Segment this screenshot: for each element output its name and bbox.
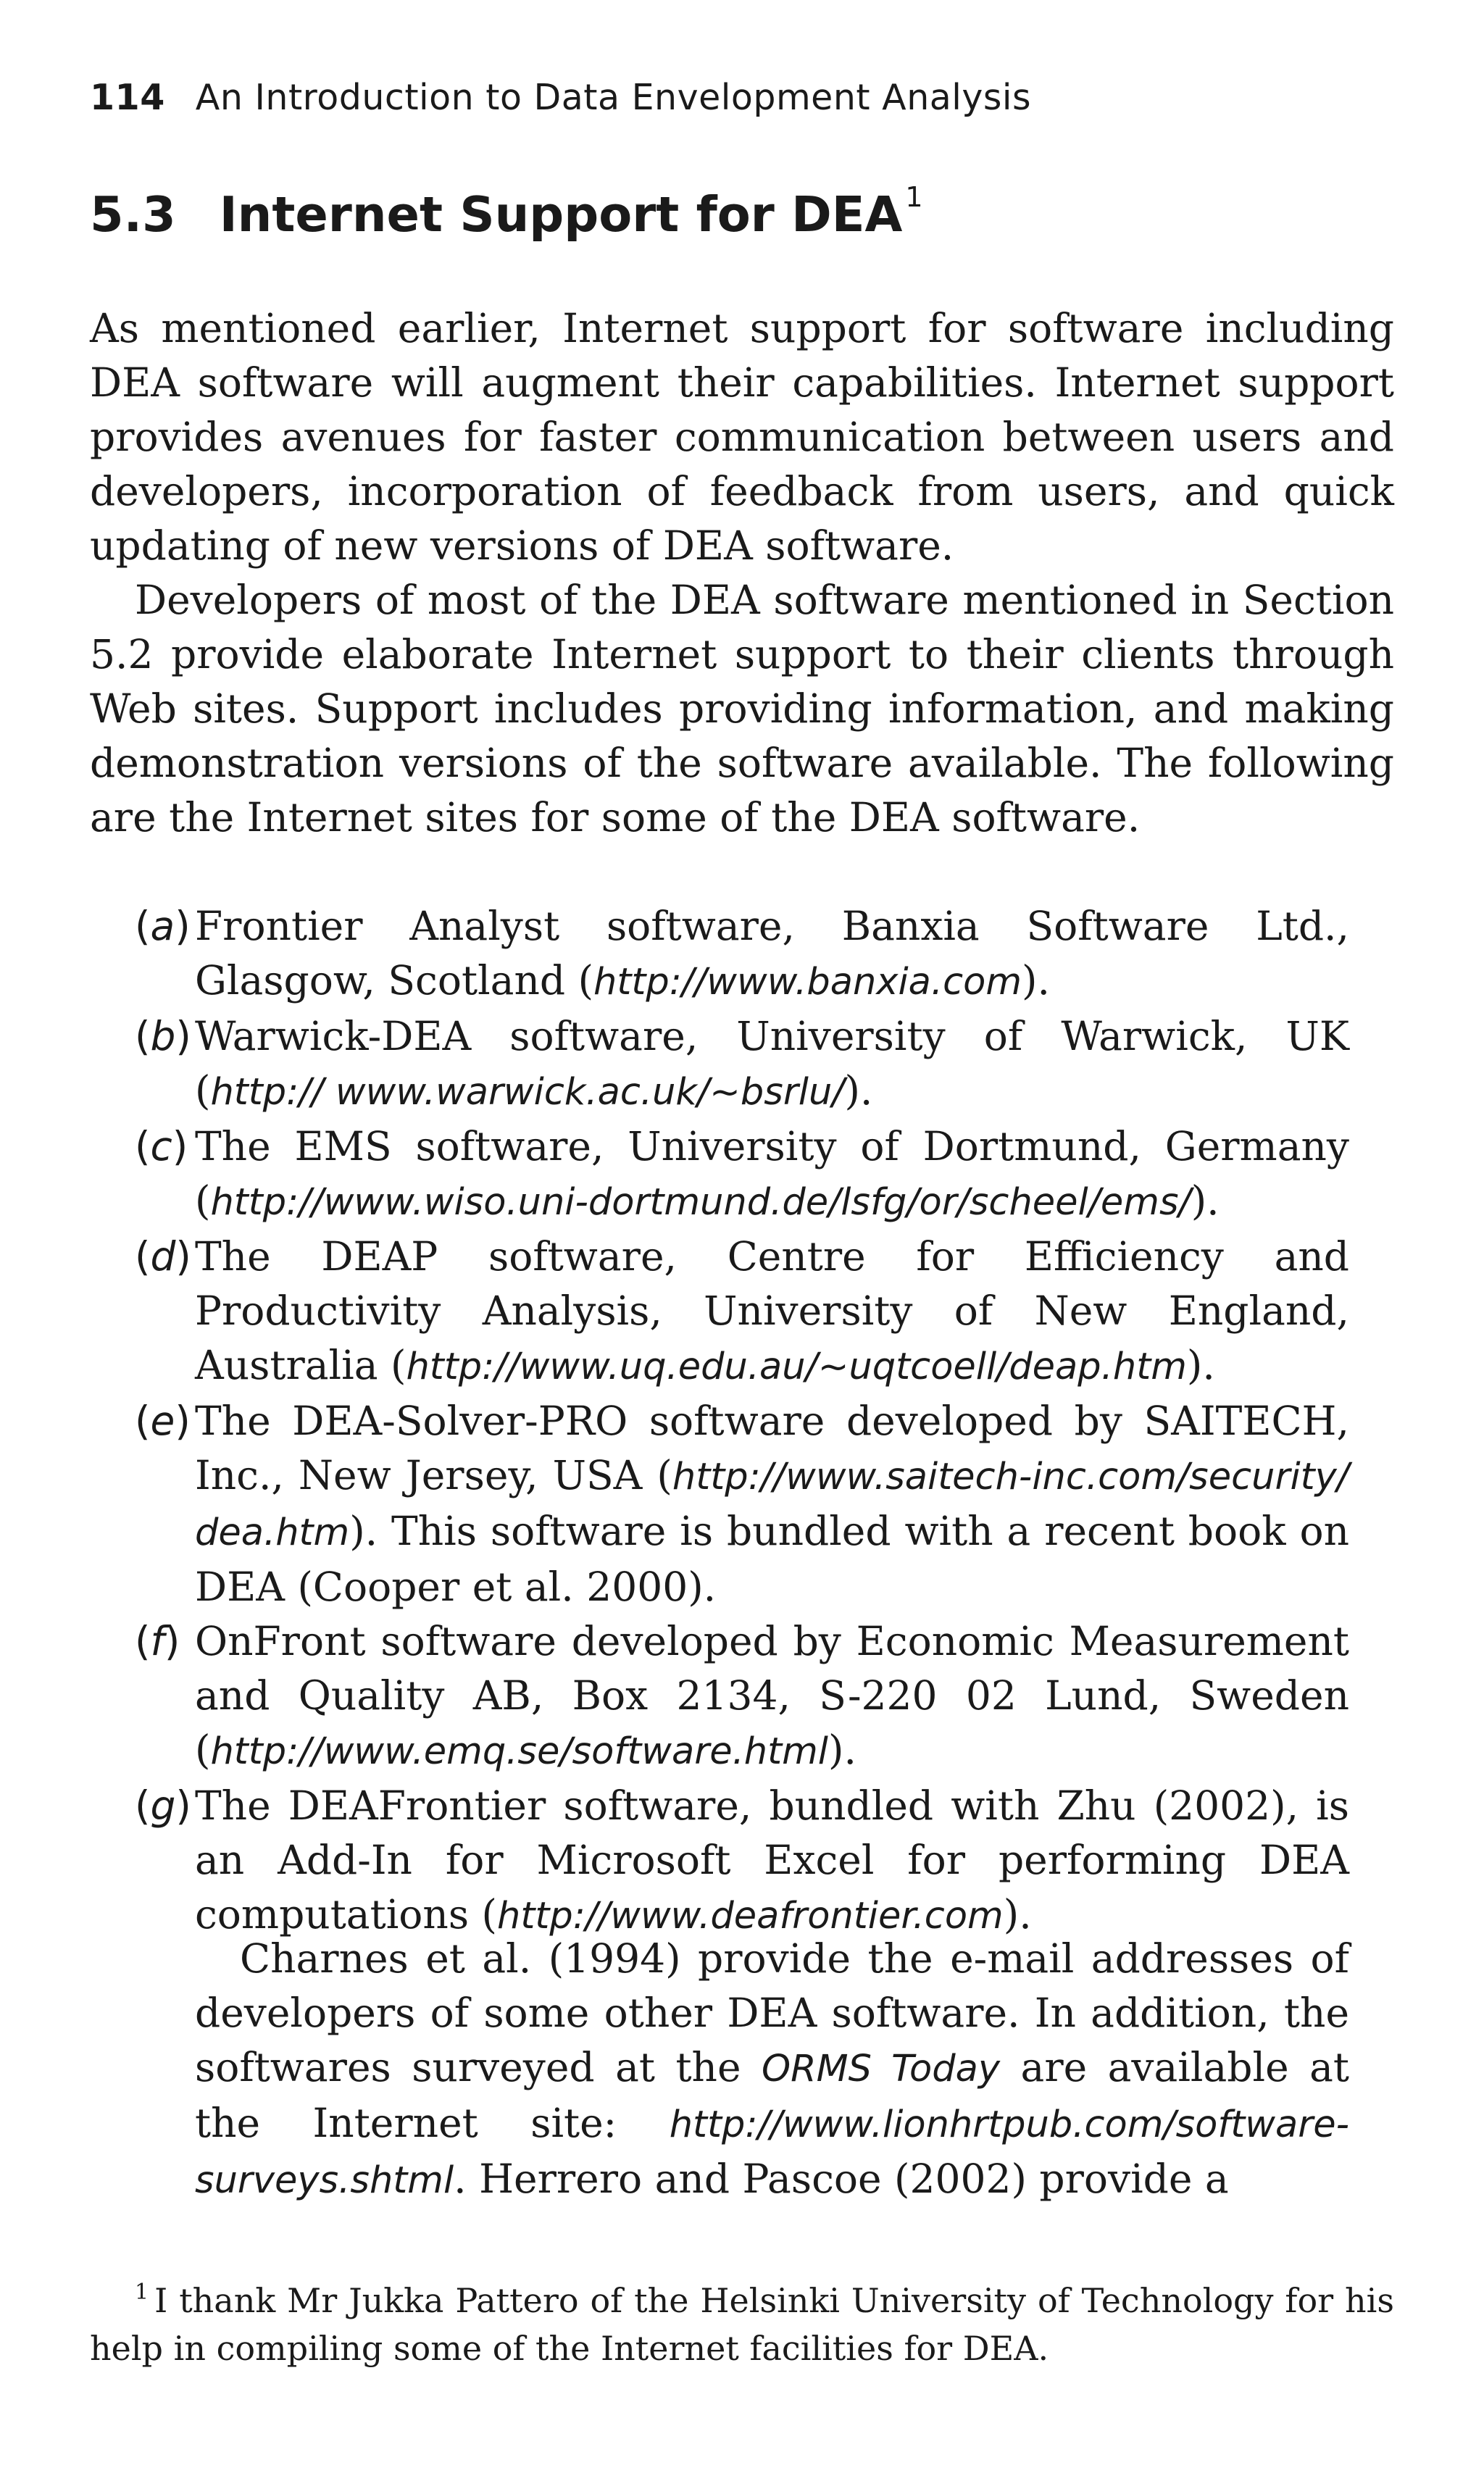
list-item: (d) The DEAP software, Centre for Efficiency and Productivity Analysis, University of New England, Australia (http://www.uq.edu.au/~uqtcoell/deap.htm). [135, 1230, 1349, 1394]
running-head [90, 77, 1031, 118]
survey-url[interactable]: http://www.lionhrtpub.com/software-surveys.shtml [195, 2103, 1349, 2202]
paragraph-intro: As mentioned earlier, Internet support for software including DEA software will augment their capabilities. Internet support provides avenues for faster communication between users and developers, incorporation of feedback from users, and quick updating of new versions of DEA software. [90, 305, 1394, 569]
software-url[interactable]: http://www.emq.se/software.html [210, 1730, 828, 1773]
list-marker: (d) [135, 1233, 191, 1280]
list-marker: (c) [135, 1123, 188, 1169]
section-title: Internet Support for DEA [219, 186, 903, 243]
list-marker: (f) [135, 1618, 180, 1664]
page-number: 114 [90, 77, 165, 118]
footnote-marker: 1 [135, 2280, 149, 2305]
footnote-text: I thank Mr Jukka Pattero of the Helsinki University of Technology for his help in compiling some of the Internet facilities for DEA. [90, 2281, 1394, 2368]
list-item: (e) The DEA-Solver-PRO software developed by SAITECH, Inc., New Jersey, USA (http://www.saitech-inc.com/security/ dea.htm). This software is bundled with a recent book on DEA (Cooper et al. 2000). [135, 1394, 1349, 1614]
paragraph-developers: Developers of most of the DEA software mentioned in Section 5.2 provide elaborate Internet support to their clients through Web sites. Support includes providing information, and making demonstration versions of the software available. The following are the Internet sites for some of the DEA software. [90, 577, 1394, 841]
list-item: (a) Frontier Analyst software, Banxia Software Ltd., Glasgow, Scotland (http://www.banxia.com). [135, 899, 1349, 1009]
list-marker: (b) [135, 1013, 191, 1059]
software-url[interactable]: http:// www.warwick.ac.uk/~bsrlu/ [210, 1071, 845, 1114]
software-url[interactable]: http://www.wiso.uni-dortmund.de/lsfg/or/scheel/ems/ [210, 1181, 1191, 1224]
software-url[interactable]: http://www.banxia.com [593, 961, 1022, 1004]
software-url[interactable]: http://www.uq.edu.au/~uqtcoell/deap.htm [406, 1346, 1187, 1388]
software-url[interactable]: http://www.deafrontier.com [497, 1895, 1004, 1938]
list-item: (f) OnFront software developed by Economic Measurement and Quality AB, Box 2134, S-220 02 Lund, Sweden (http://www.emq.se/software.html). [135, 1614, 1349, 1779]
list-item: (b) Warwick-DEA software, University of Warwick, UK (http:// www.warwick.ac.uk/~bsrlu/). [135, 1009, 1349, 1119]
section-number: 5.3 [90, 186, 176, 243]
section-heading [90, 181, 923, 243]
software-list [135, 899, 1349, 1943]
list-item: (c) The EMS software, University of Dortmund, Germany (http://www.wiso.uni-dortmund.de/lsfg/or/scheel/ems/). [135, 1119, 1349, 1230]
list-marker: (a) [135, 903, 191, 949]
book-title: An Introduction to Data Envelopment Analysis [195, 77, 1032, 118]
list-marker: (g) [135, 1782, 191, 1829]
list-item: (g) The DEAFrontier software, bundled with Zhu (2002), is an Add-In for Microsoft Excel for performing DEA computations (http://www.deafrontier.com). [135, 1779, 1349, 1943]
paragraph-closing: Charnes et al. (1994) provide the e-mail addresses of developers of some other DEA software. In addition, the softwares surveyed at the ORMS Today are available at the Internet site: http://www.lionhrtpub.com/software-surveys.shtml. Herrero and Pascoe (2002) provide a [195, 1935, 1349, 2202]
software-url[interactable]: http://www.saitech-inc.com/security/ dea.htm [195, 1456, 1349, 1554]
journal-title: ORMS Today [762, 2048, 1001, 2090]
footnote [90, 2269, 1394, 2372]
footnote-reference: 1 [905, 181, 923, 213]
list-marker: (e) [135, 1398, 191, 1444]
